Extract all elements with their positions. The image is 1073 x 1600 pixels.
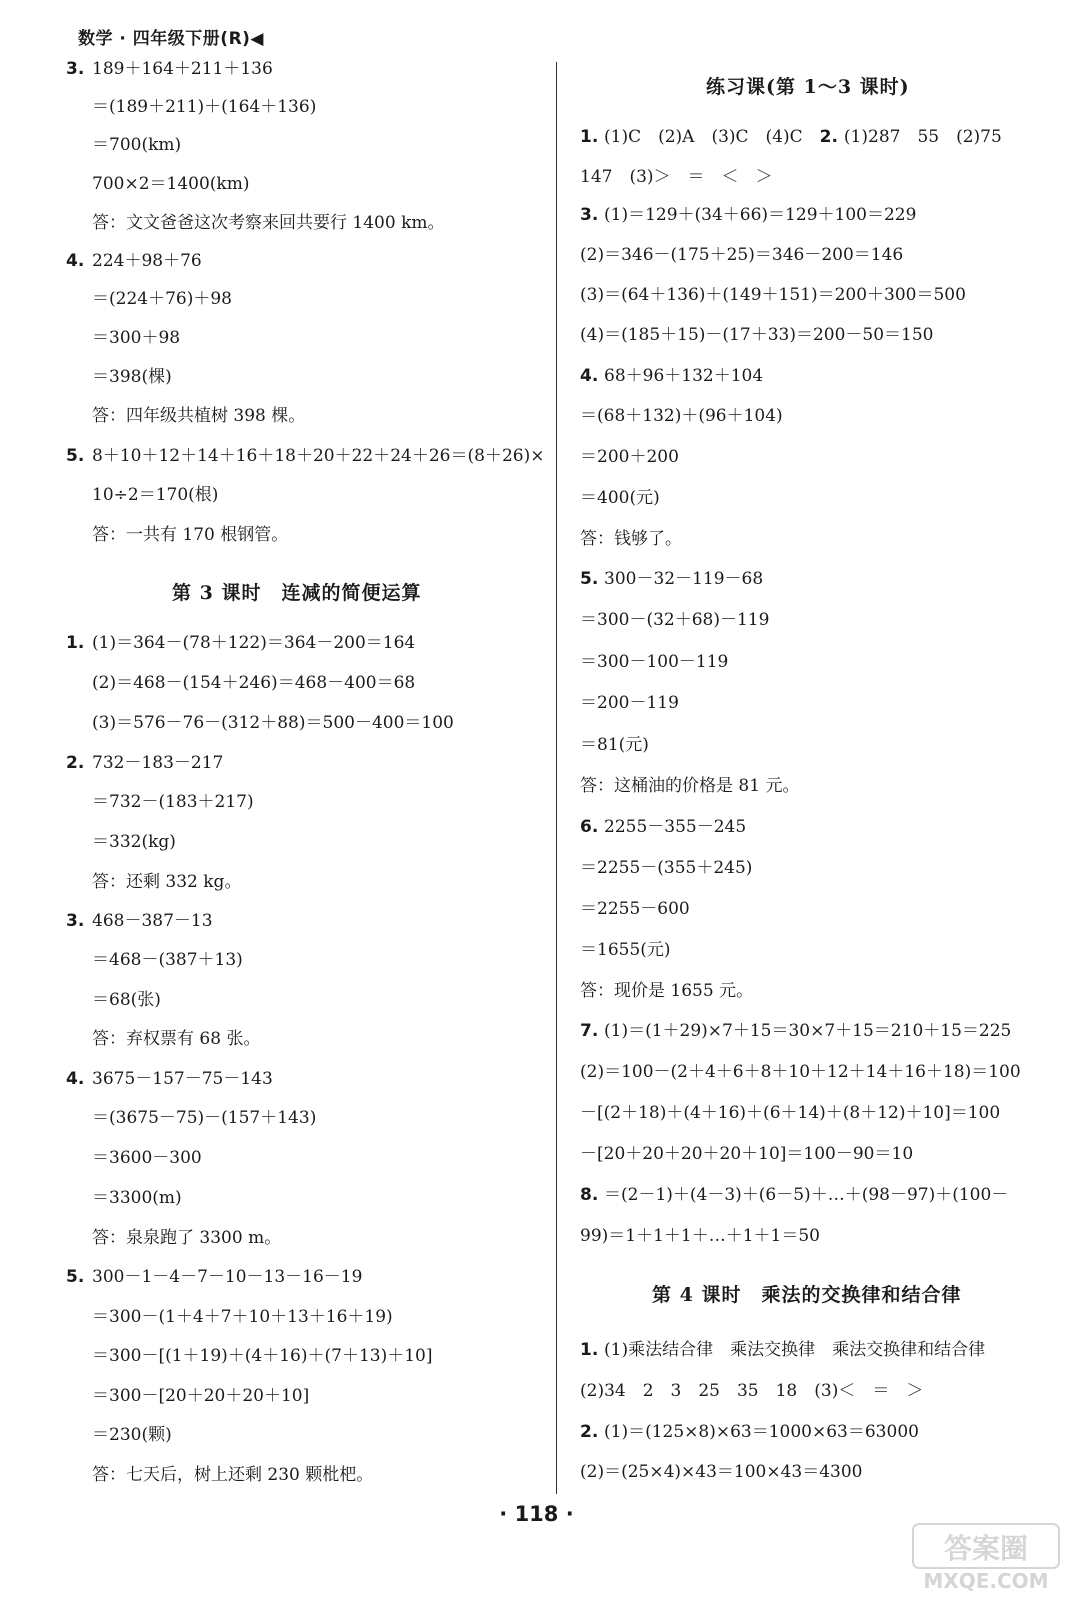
answer-line <box>92 989 161 1011</box>
answer-text: 732－183－217 <box>92 753 224 773</box>
answer-line <box>66 632 415 654</box>
answer-line <box>92 1028 260 1050</box>
answer-text: ＝(3675－75)－(157＋143) <box>92 1108 317 1128</box>
problem-number: 2. <box>66 753 85 773</box>
answer-line <box>580 980 753 1002</box>
answer-line <box>92 327 180 349</box>
answer-text: (4)＝(185＋15)－(17＋33)＝200－50＝150 <box>580 325 934 345</box>
answer-text: ＝332(kg) <box>92 832 176 852</box>
answer-line <box>580 1020 1011 1042</box>
answer-text: ＝3300(m) <box>92 1188 182 1208</box>
answer-text: (3)＝(64＋136)＋(149＋151)＝200＋300＝500 <box>580 285 966 305</box>
answer-line <box>580 528 682 550</box>
answer-line <box>92 672 415 694</box>
answer-text: (2)＝(25×4)×43＝100×43＝4300 <box>580 1462 863 1482</box>
problem-number: 1. <box>580 1340 599 1360</box>
answer-text: 8＋10＋12＋14＋16＋18＋20＋22＋24＋26＝(8＋26)× <box>92 446 545 466</box>
answer-text: 答：现价是 1655 元。 <box>580 981 754 1001</box>
answer-text: (1)＝129＋(34＋66)＝129＋100＝229 <box>604 205 917 225</box>
answer-line <box>66 1068 273 1090</box>
answer-line <box>92 791 254 813</box>
answer-text: (1)287 55 (2)75 <box>843 127 1002 147</box>
answer-text: 3675－157－75－143 <box>92 1069 273 1089</box>
answer-text: 答：弃权票有 68 张。 <box>92 1029 261 1049</box>
answer-line <box>66 250 202 272</box>
answer-line <box>92 173 249 195</box>
watermark-logo <box>911 1522 1061 1594</box>
answer-text: 答：这桶油的价格是 81 元。 <box>580 776 800 796</box>
answer-line <box>580 692 679 714</box>
column-divider <box>556 62 557 1494</box>
answer-text: 68＋96＋132＋104 <box>604 366 764 386</box>
answer-line <box>92 1107 316 1129</box>
answer-line <box>580 365 763 387</box>
answer-text: 147 (3)＞ ＝ ＜ ＞ <box>580 167 773 187</box>
answer-line <box>66 1266 362 1288</box>
answer-text: (2)＝100－(2＋4＋6＋8＋10＋12＋14＋16＋18)＝100 <box>580 1062 1021 1082</box>
answer-text: ＝2255－600 <box>580 899 690 919</box>
answer-line <box>580 775 799 797</box>
answer-text: (1)＝(125×8)×63＝1000×63＝63000 <box>604 1422 919 1442</box>
answer-line <box>580 166 773 188</box>
answer-text: ＝200＋200 <box>580 447 679 467</box>
problem-number: 6. <box>580 817 599 837</box>
answer-text: ＝300－[(1＋19)＋(4＋16)＋(7＋13)＋10] <box>92 1346 433 1366</box>
answer-text: ＝732－(183＋217) <box>92 792 254 812</box>
answer-text: ＝300－(32＋68)－119 <box>580 610 770 630</box>
answer-text: ＝1655(元) <box>580 940 671 960</box>
answer-line <box>580 1421 919 1443</box>
answer-line <box>92 484 218 506</box>
answer-text: 700×2＝1400(km) <box>92 174 250 194</box>
answer-line <box>92 1147 202 1169</box>
answer-line <box>66 752 223 774</box>
answer-text: ＝200－119 <box>580 693 679 713</box>
answer-text: (1)＝(1＋29)×7＋15＝30×7＋15＝210＋15＝225 <box>604 1021 1012 1041</box>
answer-line <box>92 871 241 893</box>
problem-number: 3. <box>66 911 85 931</box>
answer-text: ＝230(颗) <box>92 1425 172 1445</box>
answer-text: ＝300－100－119 <box>580 652 729 672</box>
answer-line <box>66 910 213 932</box>
answer-text: －[20＋20＋20＋20＋10]＝100－90＝10 <box>580 1144 914 1164</box>
answer-text: 答：泉泉跑了 3300 m。 <box>92 1228 282 1248</box>
answer-text: ＝(189＋211)＋(164＋136) <box>92 97 317 117</box>
answer-line <box>580 939 671 961</box>
page-number: · 118 · <box>499 1502 574 1526</box>
answer-line <box>580 816 746 838</box>
answer-text: 10÷2＝170(根) <box>92 485 219 505</box>
answer-line <box>92 96 316 118</box>
problem-number: 4. <box>66 251 85 271</box>
answer-line <box>92 366 172 388</box>
answer-text: ＝300－[20＋20＋20＋10] <box>92 1386 310 1406</box>
answer-text: (2)＝346－(175＋25)＝346－200＝146 <box>580 245 904 265</box>
answer-line <box>92 1227 281 1249</box>
watermark-text: 答案圈 <box>943 1532 1029 1565</box>
answer-line <box>580 568 763 590</box>
answer-text: 答：文文爸爸这次考察来回共要行 1400 km。 <box>92 213 445 233</box>
answer-line <box>580 324 933 346</box>
answer-text: 答：还剩 332 kg。 <box>92 872 242 892</box>
problem-number: 4. <box>580 366 599 386</box>
answer-text: 2255－355－245 <box>604 817 747 837</box>
answer-line <box>580 1339 985 1361</box>
answer-text: ＝400(元) <box>580 488 660 508</box>
page-header: 数学 · 四年级下册(R)◀ <box>78 29 264 49</box>
answer-line <box>580 1461 863 1483</box>
answer-line <box>580 651 728 673</box>
answer-text: ＝300＋98 <box>92 328 181 348</box>
answer-text: －[(2＋18)＋(4＋16)＋(6＋14)＋(8＋12)＋10]＝100 <box>580 1103 1001 1123</box>
answer-line <box>580 1225 820 1247</box>
answer-line <box>66 58 273 80</box>
problem-number: 8. <box>580 1185 599 1205</box>
answer-line <box>92 831 176 853</box>
problem-number: 1. <box>66 633 85 653</box>
answer-line <box>580 446 679 468</box>
answer-text: ＝2255－(355＋245) <box>580 858 753 878</box>
answer-text: ＝3600－300 <box>92 1148 202 1168</box>
answer-line <box>92 1187 182 1209</box>
answer-text: (1)＝364－(78＋122)＝364－200＝164 <box>92 633 416 653</box>
answer-text: (1)乘法结合律 乘法交换律 乘法交换律和结合律 <box>604 1340 986 1360</box>
problem-number: 2. <box>580 1422 599 1442</box>
answer-line <box>580 126 1002 148</box>
answer-text: 300－1－4－7－10－13－16－19 <box>92 1267 363 1287</box>
answer-text: 300－32－119－68 <box>604 569 764 589</box>
watermark-url: MXQE.COM <box>923 1569 1049 1593</box>
answer-text: ＝700(km) <box>92 135 182 155</box>
answer-text: ＝(224＋76)＋98 <box>92 289 232 309</box>
problem-number: 1. <box>580 127 599 147</box>
answer-line <box>580 284 966 306</box>
answer-line <box>580 1061 1021 1083</box>
answer-line <box>580 609 769 631</box>
problem-number: 3. <box>580 205 599 225</box>
section-heading: 第 3 课时 连减的简便运算 <box>172 582 422 604</box>
answer-text: ＝300－(1＋4＋7＋10＋13＋16＋19) <box>92 1307 393 1327</box>
answer-text: 189＋164＋211＋136 <box>92 59 273 79</box>
problem-number: 5. <box>66 1267 85 1287</box>
answer-text: 99)＝1＋1＋1＋…＋1＋1＝50 <box>580 1226 820 1246</box>
answer-text: ＝398(棵) <box>92 367 172 387</box>
answer-line <box>92 949 243 971</box>
answer-line <box>92 1306 393 1328</box>
answer-line <box>580 405 783 427</box>
answer-text: 答：七天后，树上还剩 230 颗枇杷。 <box>92 1465 374 1485</box>
answer-line <box>92 712 454 734</box>
answer-text: ＝81(元) <box>580 735 649 755</box>
answer-text: ＝(68＋132)＋(96＋104) <box>580 406 783 426</box>
answer-line <box>580 487 660 509</box>
answer-text: (2)＝468－(154＋246)＝468－400＝68 <box>92 673 416 693</box>
answer-line <box>92 212 445 234</box>
answer-line <box>580 244 903 266</box>
problem-number: 5. <box>66 446 85 466</box>
problem-number: 5. <box>580 569 599 589</box>
problem-number: 2. <box>819 127 838 147</box>
answer-line <box>580 734 649 756</box>
answer-line <box>92 524 288 546</box>
answer-text: ＝(2－1)＋(4－3)＋(6－5)＋…＋(98－97)＋(100－ <box>604 1185 1009 1205</box>
section-heading: 练习课(第 1～3 课时) <box>706 76 910 98</box>
answer-line <box>66 445 544 467</box>
answer-text: 468－387－13 <box>92 911 213 931</box>
answer-text: 答：一共有 170 根钢管。 <box>92 525 289 545</box>
problem-number: 7. <box>580 1021 599 1041</box>
answer-text: ＝468－(387＋13) <box>92 950 243 970</box>
answer-text: 答：钱够了。 <box>580 529 682 549</box>
answer-line <box>92 1385 309 1407</box>
answer-text: (2)34 2 3 25 35 18 (3)＜ ＝ ＞ <box>580 1381 924 1401</box>
answer-text: 224＋98＋76 <box>92 251 202 271</box>
answer-line <box>580 204 916 226</box>
answer-line <box>580 1143 913 1165</box>
answer-text: 答：四年级共植树 398 棵。 <box>92 406 306 426</box>
answer-text: ＝68(张) <box>92 990 161 1010</box>
answer-line <box>92 405 305 427</box>
answer-line <box>92 134 181 156</box>
answer-line <box>92 288 232 310</box>
answer-line <box>580 1380 923 1402</box>
answer-line <box>92 1345 432 1367</box>
answer-text: (3)＝576－76－(312＋88)＝500－400＝100 <box>92 713 454 733</box>
answer-line <box>92 1424 172 1446</box>
answer-line <box>580 1102 1000 1124</box>
answer-line <box>580 898 690 920</box>
problem-number: 3. <box>66 59 85 79</box>
answer-line <box>580 857 752 879</box>
answer-text: (1)C (2)A (3)C (4)C <box>604 127 820 147</box>
answer-line <box>92 1464 373 1486</box>
problem-number: 4. <box>66 1069 85 1089</box>
section-heading: 第 4 课时 乘法的交换律和结合律 <box>652 1284 962 1306</box>
answer-line <box>580 1184 1008 1206</box>
